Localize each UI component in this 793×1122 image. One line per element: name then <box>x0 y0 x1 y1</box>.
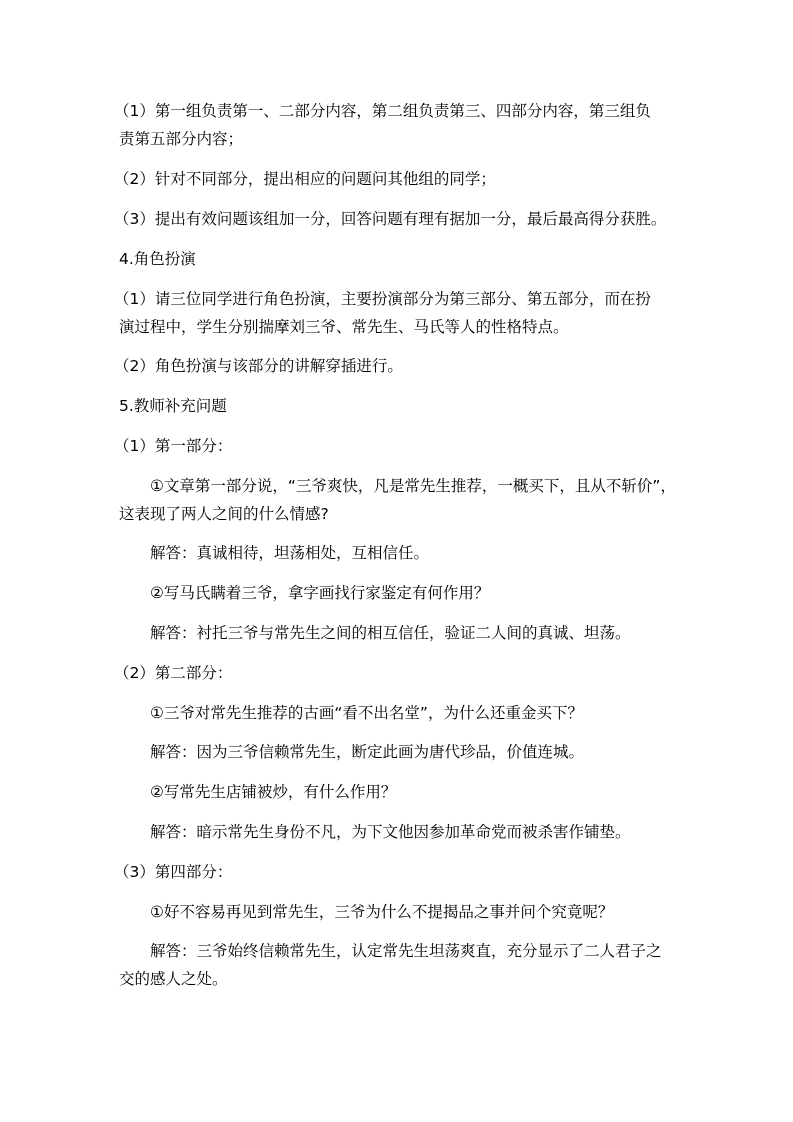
section-heading-teacher-questions: 5.教师补充问题 <box>119 397 227 415</box>
question-1-2: ②写马氏瞒着三爷，拿字画找行家鉴定有何作用？ <box>150 584 490 602</box>
question-1-1-line-2: 这表现了两人之间的什么情感? <box>119 505 329 523</box>
question-4-1: ①好不容易再见到常先生，三爷为什么不提揭品之事并问个究竟呢？ <box>150 903 614 921</box>
answer-4-1-line-2: 交的感人之处。 <box>119 970 228 988</box>
paragraph-6: （2）角色扮演与该部分的讲解穿插进行。 <box>114 357 403 375</box>
subheading-part-1: （1）第一部分： <box>114 437 233 455</box>
answer-1-2: 解答：衬托三爷与常先生之间的相互信任，验证二人间的真诚、坦荡。 <box>150 624 631 642</box>
question-2-1: ①三爷对常先生推荐的古画“看不出名堂”，为什么还重金买下？ <box>150 704 583 722</box>
paragraph-5-line-2: 演过程中，学生分别揣摩刘三爷、常先生、马氏等人的性格特点。 <box>119 318 569 336</box>
paragraph-2: （2）针对不同部分，提出相应的问题问其他组的同学； <box>114 170 496 188</box>
answer-2-2: 解答：暗示常先生身份不凡，为下文他因参加革命党而被杀害作铺垫。 <box>150 823 631 841</box>
question-2-2: ②写常先生店铺被炒，有什么作用？ <box>150 783 397 801</box>
answer-1-1: 解答：真诚相待，坦荡相处，互相信任。 <box>150 544 430 562</box>
subheading-part-4: （3）第四部分： <box>114 863 233 881</box>
question-1-1-line-1: ①文章第一部分说，“三爷爽快，凡是常先生推荐，一概买下，且从不斩价”， <box>150 477 676 495</box>
paragraph-1-line-2: 责第五部分内容； <box>119 130 244 148</box>
subheading-part-2: （2）第二部分： <box>114 664 233 682</box>
paragraph-1-line-1: （1）第一组负责第一、二部分内容，第二组负责第三、四部分内容，第三组负 <box>114 102 651 120</box>
paragraph-3: （3）提出有效问题该组加一分，回答问题有理有据加一分，最后最高得分获胜。 <box>114 210 667 228</box>
answer-2-1: 解答：因为三爷信赖常先生，断定此画为唐代珍品，价值连城。 <box>150 743 585 761</box>
paragraph-5-line-1: （1）请三位同学进行角色扮演，主要扮演部分为第三部分、第五部分，而在扮 <box>114 290 651 308</box>
section-heading-role-play: 4.角色扮演 <box>119 250 196 268</box>
answer-4-1-line-1: 解答：三爷始终信赖常先生，认定常先生坦荡爽直，充分显示了二人君子之 <box>150 942 662 960</box>
